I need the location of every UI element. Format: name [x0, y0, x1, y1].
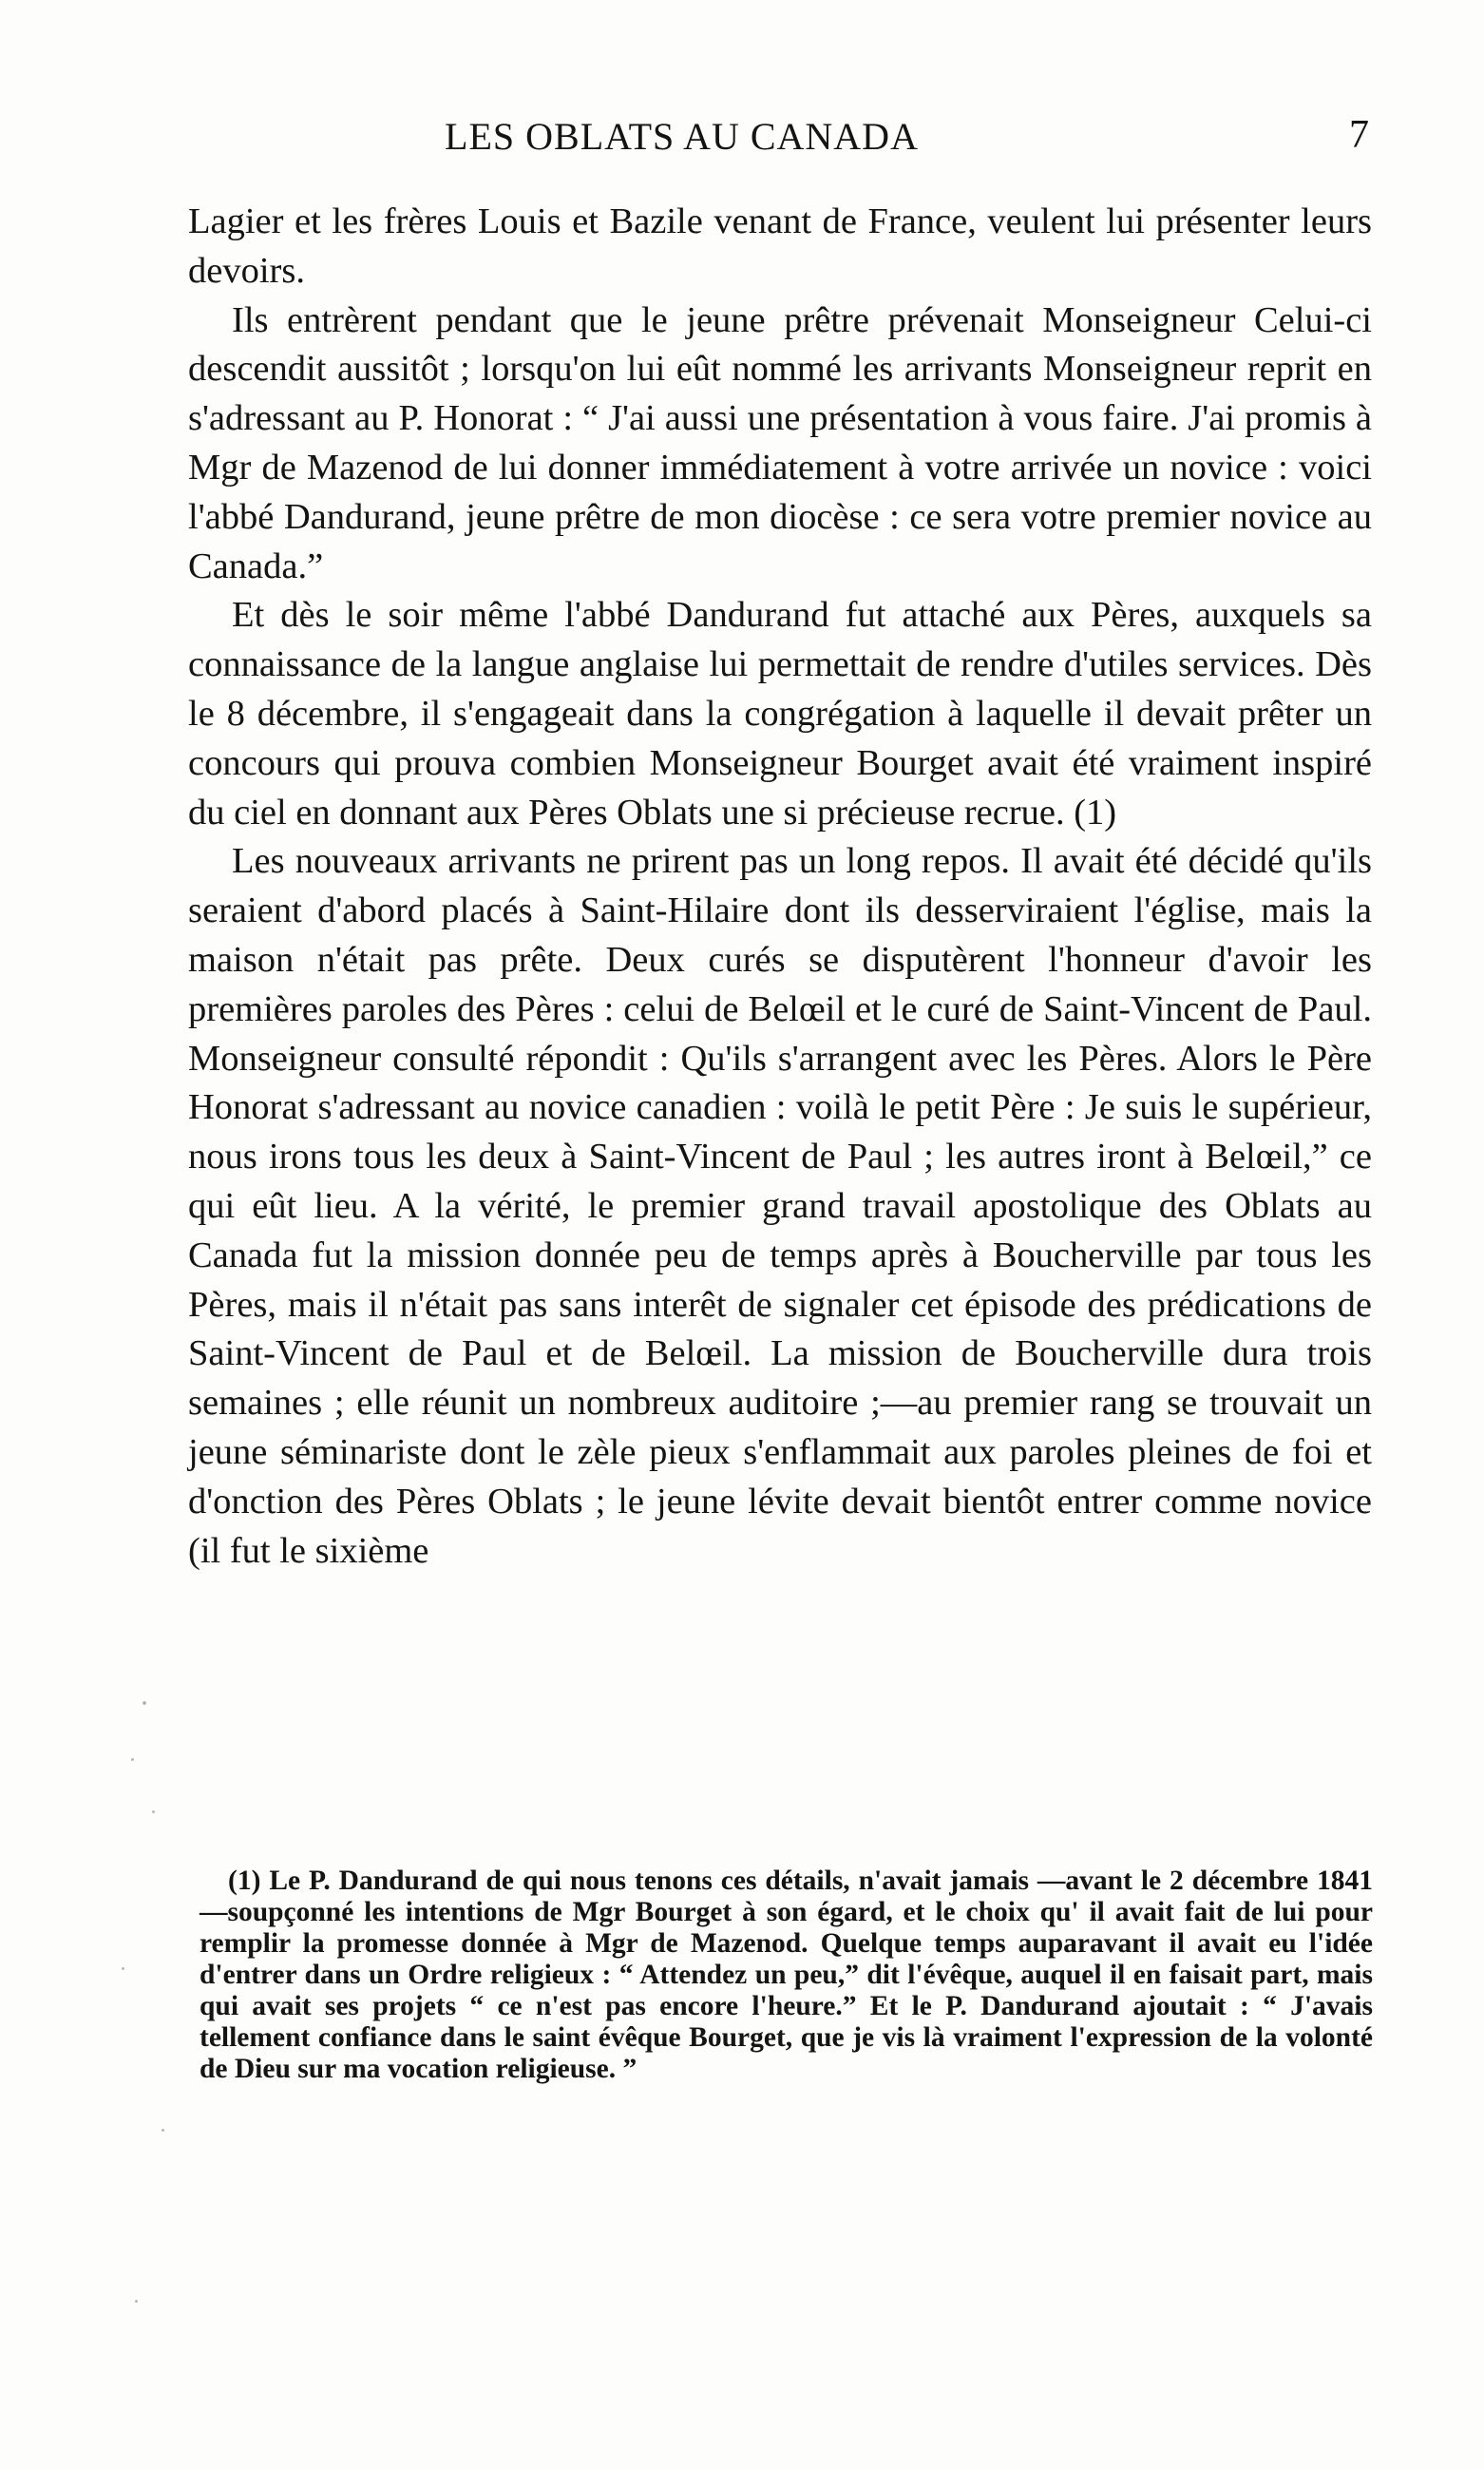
footnotes: [200, 1866, 1373, 2085]
scan-speck: [143, 1701, 146, 1705]
scan-speck: [122, 1967, 124, 1970]
paragraph: Lagier et les frères Louis et Bazile venant de France, veulent lui présenter leurs devoirs.: [188, 201, 1372, 291]
paragraph: Les nouveaux arrivants ne prirent pas un long repos. Il avait été décidé qu'ils seraient d'abord placés à Saint-Hilaire dont ils desserviraient l'église, mais la maison n'était pas prête. Deux curés se disputèrent l'honneur d'avoir les premières paroles des Pères : celui de Belœil et le curé de Saint-Vincent de Paul. Monseigneur consulté répondit : Qu'ils s'arrangent avec les Pères. Alors le Père Honorat s'adressant au novice canadien : voilà le petit Père : Je suis le supérieur, nous irons tous les deux à Saint-Vincent de Paul ; les autres iront à Belœil,” ce qui eût lieu. A la vérité, le premier grand travail apostolique des Oblats au Canada fut la mission donnée peu de temps après à Boucherville par tous les Pères, mais il n'était pas sans interêt de signaler cet épisode des prédications de Saint-Vincent de Paul et de Belœil. La mission de Boucherville dura trois semaines ; elle réunit un nombreux auditoire ;—au premier rang se trouvait un jeune séminariste dont le zèle pieux s'enflammait aux paroles pleines de foi et d'onction des Pères Oblats ; le jeune lévite devait bientôt entrer comme novice (il fut le sixième: [188, 841, 1372, 1571]
scan-speck: [135, 2300, 138, 2303]
paragraph: Ils entrèrent pendant que le jeune prêtre prévenait Monseigneur Celui-ci descendit aussitôt ; lorsqu'on lui eût nommé les arrivants Monseigneur reprit en s'adressant au P. Honorat : “ J'ai aussi une présentation à vous faire. J'ai promis à Mgr de Mazenod de lui donner immédiatement à votre arrivée un novice : voici l'abbé Dandurand, jeune prêtre de mon diocèse : ce sera votre premier novice au Canada.”: [188, 299, 1372, 586]
running-title: LES OBLATS AU CANADA: [445, 115, 919, 158]
scan-speck: [131, 1758, 134, 1761]
body-text: [188, 198, 1372, 1576]
footnote: (1) Le P. Dandurand de qui nous tenons ces détails, n'avait jamais —avant le 2 décembre 1841—soupçonné les intentions de Mgr Bourget à son égard, et le choix qu' il avait fait de lui pour remplir la promesse donnée à Mgr de Mazenod. Quelque temps auparavant il avait eu l'idée d'entrer dans un Ordre religieux : “ Attendez un peu,” dit l'évêque, auquel il en faisait part, mais qui avait ses projets “ ce n'est pas encore l'heure.” Et le P. Dandurand ajoutait : “ J'avais tellement confiance dans le saint évêque Bourget, que je vis là vraiment l'expression de la volonté de Dieu sur ma vocation religieuse. ”: [200, 1866, 1373, 2084]
paragraph: Et dès le soir même l'abbé Dandurand fut attaché aux Pères, auxquels sa connaissance de la langue anglaise lui permettait de rendre d'utiles services. Dès le 8 décembre, il s'engageait dans la congrégation à laquelle il devait prêter un concours qui prouva combien Monseigneur Bourget avait été vraiment inspiré du ciel en donnant aux Pères Oblats une si précieuse recrue. (1): [188, 595, 1372, 833]
scan-speck: [162, 2129, 164, 2132]
page-number: 7: [1349, 113, 1369, 157]
scan-speck: [152, 1810, 155, 1813]
running-head: [190, 112, 1373, 169]
